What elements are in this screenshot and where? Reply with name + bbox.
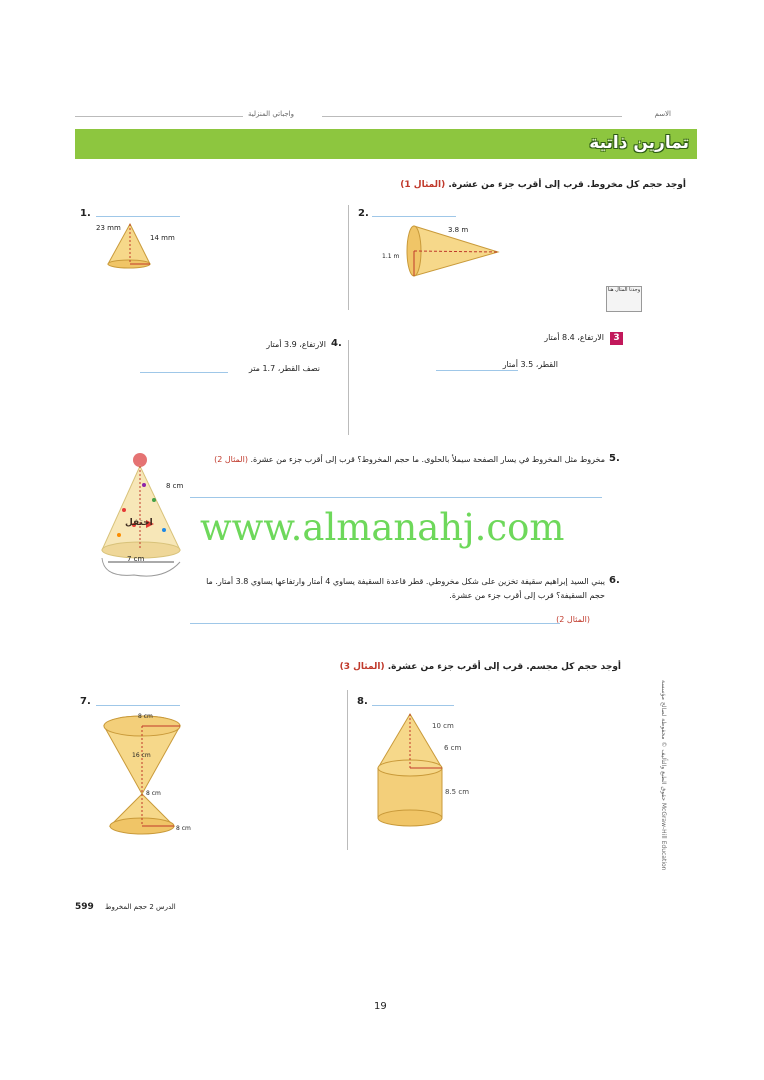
document-page-number: 19 (374, 1001, 387, 1012)
ex1-answer-line[interactable] (96, 216, 180, 217)
ex4-height: الارتفاع، 3.9 أمتار (266, 340, 326, 349)
ex8-answer-line[interactable] (372, 705, 454, 706)
footer-page-number: 599 (75, 902, 94, 912)
name-label: الاسم (654, 110, 671, 118)
divider-row4 (347, 690, 348, 850)
ex3-badge (606, 286, 642, 312)
ex4-radius: نصف القطر، 1.7 متر (248, 364, 320, 373)
section2-text: أوجد حجم كل مجسم. قرب إلى أقرب جزء من عشرة. (387, 662, 621, 672)
ex3-number: 3 (610, 332, 623, 345)
ex3-diameter: القطر، 3.5 أمتار (502, 360, 558, 369)
ex3-badge-text: وجدنا المثال هنا (607, 287, 641, 293)
ex4-answer-line[interactable] (140, 372, 228, 373)
hat-text: احتفل (125, 518, 153, 528)
ex5-diameter-label: 7 cm (127, 555, 145, 563)
ex6-question: يبني السيد إبراهيم سقيفة تخزين على شكل مخروطي. قطر قاعدة السقيفة يساوي 4 أمتار وارتفاعها يساوي 3.8 أمتار. ما حجم السقيفة؟ قرب إلى أقرب جزء من عشرة. (206, 577, 605, 600)
section-banner (75, 129, 697, 159)
ex6-number: 6. (609, 575, 620, 586)
homework-label: واجباتي المنزلية (248, 110, 295, 118)
divider-row1 (348, 205, 349, 310)
ex8-cone-height-label: 10 cm (432, 722, 454, 730)
ex2-length-label: 3.8 m (448, 226, 469, 234)
section2-example-link[interactable]: (المثال 3) (339, 662, 385, 672)
footer-lesson: الدرس 2 حجم المخروط (105, 903, 176, 911)
watermark: www.almanahj.com (200, 506, 565, 549)
section1-example-link[interactable]: (المثال 1) (400, 180, 446, 190)
section1-instruction (400, 180, 686, 190)
ex2-number: 2. (358, 208, 369, 219)
ex1-radius-label: 14 mm (150, 234, 175, 242)
homework-line (75, 116, 243, 117)
ex8-radius-label: 6 cm (444, 744, 462, 752)
ex7-solid-figure (96, 712, 196, 842)
ex1-slant-label: 23 mm (96, 224, 121, 232)
ex5-number: 5. (609, 453, 620, 464)
ex6-answer-line[interactable] (190, 623, 560, 624)
ex2-answer-line[interactable] (372, 216, 456, 217)
ex3-height: الارتفاع، 8.4 أمتار (544, 333, 604, 342)
divider-row2 (348, 340, 349, 435)
section2-instruction (340, 662, 621, 672)
banner-title: تمارين ذاتية (589, 133, 689, 153)
name-line (322, 116, 622, 117)
ex4-number: 4. (331, 338, 342, 349)
ex7-bottom-height-label: 8 cm (146, 790, 161, 797)
ex7-top-radius-label: 8 cm (138, 713, 153, 720)
ex7-top-height-label: 16 cm (132, 752, 151, 759)
side-copyright: حقوق الطبع والتأليف © محفوظة لصالح مؤسسة McGraw-Hill Education (660, 680, 667, 871)
ex2-radius-label: 1.1 m (382, 253, 400, 260)
ex7-bottom-radius-label: 8 cm (176, 825, 191, 832)
ex5-question (190, 453, 605, 467)
ex5-text: مخروط مثل المخروط في يسار الصفحة سيملأ بالحلوى. ما حجم المخروط؟ قرب إلى أقرب جزء من عشرة. (250, 455, 605, 464)
ex6-example-link[interactable]: (المثال 2) (556, 615, 590, 624)
ex8-number: 8. (357, 696, 368, 707)
section1-text: أوجد حجم كل مخروط. قرب إلى أقرب جزء من عشرة. (448, 180, 686, 190)
ex5-height-label: 8 cm (166, 482, 184, 490)
ex1-number: 1. (80, 208, 91, 219)
ex3-answer-line[interactable] (436, 370, 518, 371)
ex5-example-link[interactable]: (المثال 2) (214, 455, 248, 464)
ex5-answer-line[interactable] (190, 497, 602, 498)
ex8-cylinder-height-label: 8.5 cm (445, 788, 470, 796)
ex7-answer-line[interactable] (96, 705, 180, 706)
ex7-number: 7. (80, 696, 91, 707)
